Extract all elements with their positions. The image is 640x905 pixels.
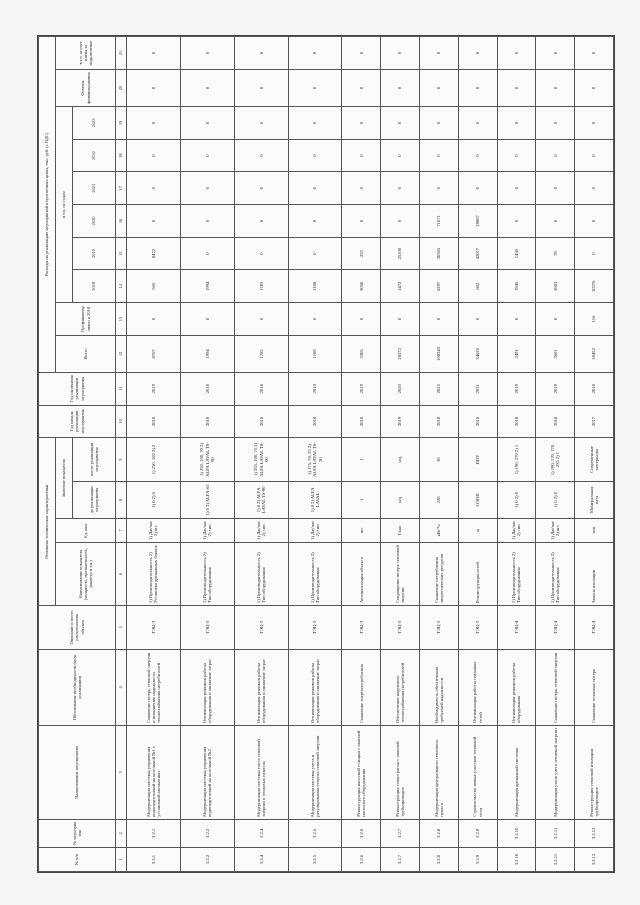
column-index: 9 <box>116 438 127 482</box>
column-index: 10 <box>116 405 127 438</box>
cell-param: Замена изоляции <box>575 542 614 605</box>
cell-m: 3.2.6 <box>342 819 381 847</box>
cell-year-value: 0 <box>342 172 381 205</box>
cell-year-value: 42077 <box>458 237 497 270</box>
cell-name: Строительство новых участков тепловой сети <box>458 725 497 819</box>
column-index: 4 <box>116 649 127 725</box>
cell-tar: 0 <box>575 37 614 70</box>
cell-need: Снижение тепловых потерь <box>575 649 614 725</box>
cell-year-value: 0 <box>381 139 420 172</box>
cell-place: ТЭЦ-3 <box>458 606 497 650</box>
cell-n: 3.2.6 <box>342 848 381 872</box>
cell-year-value: 0 <box>497 139 536 172</box>
cell-year-value: 0 <box>180 205 234 238</box>
cell-year-value: 1430 <box>497 237 536 270</box>
cell-year-value: 0 <box>419 172 458 205</box>
table-row <box>536 37 575 872</box>
cell-unit: 1) Дж/час 2) тип <box>288 518 342 542</box>
cell-end: 2020 <box>381 372 420 405</box>
cell-rem: 0 <box>497 69 536 106</box>
cell-total: 1108 <box>288 335 342 372</box>
col-year: 2022 <box>73 139 116 172</box>
cell-end: 2018 <box>575 372 614 405</box>
cell-m: 3.2.1 <box>127 819 181 847</box>
cell-total: 3305 <box>342 335 381 372</box>
cell-tar: 0 <box>127 37 181 70</box>
cell-year-value: 0 <box>234 139 288 172</box>
cell-before: 1) 0 2) ALFA-65 <box>180 481 234 518</box>
cell-param: 1) Производительность 2) Тип оборудования <box>288 542 342 605</box>
table-row <box>127 37 181 872</box>
cell-n: 3.2.8 <box>419 848 458 872</box>
cell-m: 3.2.5 <box>288 819 342 847</box>
cell-start: 2018 <box>288 405 342 438</box>
cell-unit: м <box>458 518 497 542</box>
cell-unit: кВт*ч <box>419 518 458 542</box>
cell-before: 1) 0 2) ALFA LAVAL <box>288 481 342 518</box>
cell-unit: 1) Дж/час 2) тип <box>497 518 536 542</box>
cell-place: ТЭЦ-3 <box>381 606 420 650</box>
cell-need: Оптимизация режимов работы оборудования <box>497 649 536 725</box>
column-index: 15 <box>116 237 127 270</box>
cell-after: 1) 190, 170, 170, 255 2) 1 <box>536 438 575 482</box>
table-row <box>234 37 288 872</box>
cell-before: 1) 0 2) 0 <box>536 481 575 518</box>
cell-need: Необходимость обеспечения требуемой надежности <box>419 649 458 725</box>
cell-year-value: 0 <box>575 205 614 238</box>
cell-start: 2018 <box>536 405 575 438</box>
cell-tar: 0 <box>288 37 342 70</box>
col-need: Обоснование необходимости (цель реализации) <box>39 649 116 725</box>
cell-place: ТЭЦ-3 <box>342 606 381 650</box>
cell-end: 2022 <box>419 372 458 405</box>
cell-fin: 0 <box>381 303 420 336</box>
column-index: 7 <box>116 518 127 542</box>
cell-end: 2019 <box>127 372 181 405</box>
cell-year-value: 0 <box>180 237 234 270</box>
table-row <box>288 37 342 872</box>
cell-m: 3.2.8 <box>419 819 458 847</box>
cell-start: 2018 <box>419 405 458 438</box>
table-row <box>419 37 458 872</box>
table-row <box>342 37 381 872</box>
cell-year-value: 1472 <box>381 270 420 303</box>
col-year: 2018 <box>73 270 116 303</box>
cell-place: ТЭЦ-4 <box>575 606 614 650</box>
cell-end: 2018 <box>234 372 288 405</box>
cell-year-value: 6297 <box>419 270 458 303</box>
cell-start: 2018 <box>234 405 288 438</box>
cell-year-value: 0 <box>536 172 575 205</box>
cell-year-value: 1108 <box>288 270 342 303</box>
col-remaining: Остаток финансирования <box>56 69 116 106</box>
column-index: 13 <box>116 303 127 336</box>
cell-year-value: 0 <box>575 107 614 140</box>
cell-place: ТЭЦ-3 <box>180 606 234 650</box>
cell-year-value: 0 <box>234 205 288 238</box>
cell-fin: 116 <box>575 303 614 336</box>
cell-year-value: 0 <box>234 172 288 205</box>
cell-year-value: 0 <box>342 107 381 140</box>
cell-unit: тип <box>575 518 614 542</box>
column-index: 16 <box>116 205 127 238</box>
cell-unit: шт <box>342 518 381 542</box>
cell-year-value: 0 <box>575 139 614 172</box>
cell-year-value: 8422 <box>127 237 181 270</box>
cell-unit: Гкал <box>381 518 420 542</box>
cell-m: 3.2.4 <box>234 819 288 847</box>
cell-end: 2019 <box>342 372 381 405</box>
col-year: 2021 <box>73 172 116 205</box>
cell-fin: 0 <box>342 303 381 336</box>
cell-n: 3.2.7 <box>381 848 420 872</box>
cell-year-value: 0 <box>180 139 234 172</box>
cell-year-value: 0 <box>288 205 342 238</box>
col-tariff: в т.ч. за счет платы за подключение <box>56 37 116 70</box>
cell-year-value: 0 <box>234 237 288 270</box>
cell-before: 228 <box>419 481 458 518</box>
column-index: 11 <box>116 372 127 405</box>
cell-place: ТЭЦ-3 <box>419 606 458 650</box>
cell-name: Модернизация узлов учета тепловой энергии <box>536 725 575 819</box>
cell-place: ТЭЦ-4 <box>536 606 575 650</box>
cell-rem: 0 <box>127 69 181 106</box>
cell-n: 3.2.4 <box>234 848 288 872</box>
cell-after: 1) 190, 270 2) 1 <box>497 438 536 482</box>
table-row <box>458 37 497 872</box>
cell-after: 1) 255, 100, 75 2) ALFA LAVAL TS-90 <box>234 438 288 482</box>
col-num: № п/п <box>39 848 116 872</box>
cell-year-value: 0 <box>458 139 497 172</box>
table-row <box>381 37 420 872</box>
cell-end: 2018 <box>180 372 234 405</box>
cell-rem: 0 <box>342 69 381 106</box>
column-index: 8 <box>116 481 127 518</box>
cell-start: 2018 <box>180 405 234 438</box>
cell-rem: 0 <box>288 69 342 106</box>
col-effect: Описание и место расположения объекта <box>39 606 116 650</box>
cell-name: Реконструкция насосной станции с заменой насосного оборудования <box>342 725 381 819</box>
cell-name: Модернизация системы управления водоподготовкой на котельной №2 <box>180 725 234 819</box>
cell-start: 2019 <box>381 405 420 438</box>
cell-year-value: 0 <box>234 107 288 140</box>
cell-rem: 0 <box>419 69 458 106</box>
cell-year-value: 0 <box>342 205 381 238</box>
cell-n: 3.2.9 <box>458 848 497 872</box>
cell-total: 10452 <box>575 335 614 372</box>
cell-before: 1 <box>342 481 381 518</box>
cell-after: 1) 250, 100, 70 2) ALFA LAVAL TS-90 <box>180 438 234 482</box>
cell-year-value: 1945 <box>497 270 536 303</box>
cell-param: 1) Производительность 2) Тип оборудования <box>234 542 288 605</box>
cell-before: 1) 0 2) ALFA LAVAL TS-90 <box>234 481 288 518</box>
cell-need: Оптимизация работы тепловых сетей <box>458 649 497 725</box>
cell-year-value: 0 <box>288 107 342 140</box>
cell-unit: 1) Дж/час 2) тип <box>234 518 288 542</box>
col-after: после реализации мероприятия <box>73 438 116 482</box>
cell-name: Модернизация системы учета тепловой энергии в тепловых пунктах <box>234 725 288 819</box>
cell-name: Реконструкция теплотрассы с заменой трубопроводов <box>381 725 420 819</box>
col-start: Год начала реализации мероприятия <box>39 405 116 438</box>
column-index-row <box>116 37 127 872</box>
cell-tar: 0 <box>419 37 458 70</box>
cell-year-value: 0 <box>575 172 614 205</box>
cell-year-value: 18887 <box>458 205 497 238</box>
cell-place: ТЭЦ-3 <box>234 606 288 650</box>
column-index: 17 <box>116 172 127 205</box>
column-index: 19 <box>116 107 127 140</box>
cell-year-value: 0 <box>288 172 342 205</box>
cell-m: 3.2.10 <box>497 819 536 847</box>
col-financed: Профинансировано к 2018 <box>56 303 116 336</box>
cell-unit: 1) Дж/час 2) шт. <box>127 518 181 542</box>
cell-year-value: 0 <box>288 237 342 270</box>
cell-year-value: 78 <box>536 237 575 270</box>
cell-start: 2018 <box>342 405 381 438</box>
column-index: 2 <box>116 819 127 847</box>
cell-after: н/д <box>381 438 420 482</box>
col-meas-num: № мероприя тия <box>39 819 116 847</box>
cell-m: 3.2.11 <box>536 819 575 847</box>
cell-rem: 0 <box>180 69 234 106</box>
cell-year-value: 0 <box>288 139 342 172</box>
cell-unit: 1) Дж/час 2) шт. <box>536 518 575 542</box>
cell-fin: 0 <box>458 303 497 336</box>
cell-year-value: 0 <box>180 172 234 205</box>
cell-n: 3.2.1 <box>127 848 181 872</box>
column-index: 21 <box>116 37 127 70</box>
cell-need: Снижение потерь тепловой энергии и повышение надежности теплоснабжения потребителей <box>127 649 181 725</box>
cell-year-value: 0 <box>575 237 614 270</box>
table-row <box>575 37 614 872</box>
cell-need: Оптимизация режимов работы оборудования и снижение затрат <box>234 649 288 725</box>
cell-end: 2019 <box>497 372 536 405</box>
col-end: Год окончания реализации мероприятия <box>39 372 116 405</box>
cell-n: 3.2.2 <box>180 848 234 872</box>
cell-year-value: 0 <box>536 139 575 172</box>
cell-total: 1994 <box>180 335 234 372</box>
column-index: 3 <box>116 725 127 819</box>
cell-year-value: 255 <box>342 237 381 270</box>
cell-tar: 0 <box>342 37 381 70</box>
cell-year-value: 0 <box>497 205 536 238</box>
column-index: 14 <box>116 270 127 303</box>
group-values: Значение показателя <box>56 438 73 519</box>
cell-after: 1) 250, 160 2) 2 <box>127 438 181 482</box>
cell-param: 1) Производительность 2) Тип оборудования <box>536 542 575 605</box>
column-index: 6 <box>116 542 127 605</box>
cell-end: 2021 <box>458 372 497 405</box>
cell-tar: 0 <box>536 37 575 70</box>
cell-year-value: 3603 <box>536 270 575 303</box>
cell-rem: 0 <box>458 69 497 106</box>
cell-n: 3.2.10 <box>497 848 536 872</box>
cell-name: Модернизация дренажной системы <box>497 725 536 819</box>
cell-before: Минеральная вата <box>575 481 614 518</box>
cell-start: 2018 <box>497 405 536 438</box>
cell-fin: 0 <box>180 303 234 336</box>
cell-year-value: 71071 <box>419 205 458 238</box>
cell-unit: 1) Дж/час 2) тип <box>180 518 234 542</box>
cell-name: Модернизация центрального теплового пункта <box>419 725 458 819</box>
cell-before: ОЭОП <box>458 481 497 518</box>
cell-end: 2018 <box>288 372 342 405</box>
cell-year-value: 565 <box>127 270 181 303</box>
cell-need: Обеспечение надежного теплоснабжения потребителей <box>381 649 420 725</box>
col-param: Наименование показателя (мощность, протяженность, диаметр и т.п.) <box>56 542 116 605</box>
cell-year-value: 0 <box>342 139 381 172</box>
cell-n: 3.2.11 <box>536 848 575 872</box>
cell-year-value: 0 <box>458 107 497 140</box>
cell-param: Реконструкция сетей <box>458 542 497 605</box>
document-page <box>37 35 615 873</box>
column-index: 20 <box>116 69 127 106</box>
cell-tar: 0 <box>180 37 234 70</box>
col-total: Всего <box>56 335 116 372</box>
cell-year-value: 0 <box>419 139 458 172</box>
cell-year-value: 0 <box>497 172 536 205</box>
investment-table <box>38 36 614 872</box>
cell-year-value: 0 <box>419 107 458 140</box>
cell-place: ТЭЦ-3 <box>288 606 342 650</box>
cell-year-value: 0 <box>381 205 420 238</box>
col-before: до реализации мероприятия <box>73 481 116 518</box>
group-by-years: в т.ч. по годам <box>56 107 73 303</box>
cell-m: 3.2.2 <box>180 819 234 847</box>
cell-tar: 0 <box>381 37 420 70</box>
cell-year-value: 0 <box>127 172 181 205</box>
col-year: 2023 <box>73 107 116 140</box>
cell-after: Современные материалы <box>575 438 614 482</box>
cell-fin: 0 <box>288 303 342 336</box>
cell-param: 1) Производительность 2) Тип оборудования <box>497 542 536 605</box>
col-name: Наименование мероприятия <box>39 725 116 819</box>
cell-end: 2019 <box>536 372 575 405</box>
cell-year-value: 0 <box>127 139 181 172</box>
cell-year-value: 0 <box>458 172 497 205</box>
cell-param: Сокращение потерь тепловой энергии <box>381 542 420 605</box>
cell-fin: 0 <box>127 303 181 336</box>
cell-need: Оптимизация режимов работы оборудования и снижение затрат <box>180 649 234 725</box>
cell-before: н/д <box>381 481 420 518</box>
cell-start: 2018 <box>458 405 497 438</box>
cell-year-value: 0 <box>127 205 181 238</box>
cell-total: 108243 <box>419 335 458 372</box>
cell-total: 8767 <box>127 335 181 372</box>
cell-start: 2017 <box>575 405 614 438</box>
column-index: 5 <box>116 606 127 650</box>
table-body <box>127 37 614 872</box>
cell-year-value: 0 <box>497 107 536 140</box>
cell-m: 3.2.7 <box>381 819 420 847</box>
cell-tar: 0 <box>497 37 536 70</box>
cell-m: 3.2.9 <box>458 819 497 847</box>
cell-name: Модернизация системы управления водоподготовкой на котельной №1 с установкой автоматики <box>127 725 181 819</box>
cell-name: Реконструкция тепловой изоляции трубопроводов <box>575 725 614 819</box>
column-index: 1 <box>116 848 127 872</box>
cell-place: ТЭЦ-3 <box>127 606 181 650</box>
cell-before: 1) 0 2) 0 <box>497 481 536 518</box>
cell-param: Автоматизация объекта <box>342 542 381 605</box>
col-year: 2020 <box>73 205 116 238</box>
cell-m: 3.2.12 <box>575 819 614 847</box>
cell-year-value: 0 <box>381 172 420 205</box>
cell-after: 30 <box>419 438 458 482</box>
cell-param: Снижение потребления энергетических ресурсов <box>419 542 458 605</box>
cell-year-value: 30565 <box>419 237 458 270</box>
cell-year-value: 682 <box>458 270 497 303</box>
cell-n: 3.2.12 <box>575 848 614 872</box>
cell-year-value: 10376 <box>575 270 614 303</box>
cell-total: 26572 <box>381 335 420 372</box>
cell-total: 1783 <box>234 335 288 372</box>
cell-after: 1) 175, 70, 25 2) ALFA LAVAL TS-20 <box>288 438 342 482</box>
cell-year-value: 0 <box>381 107 420 140</box>
cell-n: 3.2.5 <box>288 848 342 872</box>
rotated-table-sheet <box>38 36 614 872</box>
cell-fin: 0 <box>234 303 288 336</box>
table-row <box>497 37 536 872</box>
cell-total: 2491 <box>497 335 536 372</box>
col-unit: Ед. изм. <box>56 518 116 542</box>
cell-year-value: 0 <box>536 205 575 238</box>
cell-rem: 0 <box>536 69 575 106</box>
cell-rem: 0 <box>575 69 614 106</box>
column-index: 12 <box>116 335 127 372</box>
cell-start: 2018 <box>127 405 181 438</box>
cell-after: 1 <box>342 438 381 482</box>
cell-need: Снижение энергопотребления <box>342 649 381 725</box>
cell-place: ТЭЦ-4 <box>497 606 536 650</box>
col-year: 2019 <box>73 237 116 270</box>
cell-tar: 0 <box>234 37 288 70</box>
column-index: 18 <box>116 139 127 172</box>
table-row <box>180 37 234 872</box>
cell-fin: 0 <box>536 303 575 336</box>
cell-total: 34626 <box>458 335 497 372</box>
cell-year-value: 0 <box>127 107 181 140</box>
cell-after: ППУ <box>458 438 497 482</box>
cell-rem: 0 <box>234 69 288 106</box>
cell-year-value: 0 <box>180 107 234 140</box>
cell-name: Модернизация системы учета и регулирования отпуска тепловой энергии <box>288 725 342 819</box>
group-tech: Основные технические характеристики <box>39 438 56 606</box>
cell-fin: 0 <box>419 303 458 336</box>
cell-tar: 0 <box>458 37 497 70</box>
cell-year-value: 1994 <box>180 270 234 303</box>
cell-year-value: 25100 <box>381 237 420 270</box>
group-costs: Расходы на реализацию мероприятий в прогнозных ценах, тыс. руб. (с НДС) <box>39 37 56 373</box>
cell-need: Оптимизация режимов работы оборудования и снижение затрат <box>288 649 342 725</box>
cell-year-value: 0 <box>536 107 575 140</box>
cell-year-value: 3050 <box>342 270 381 303</box>
cell-before: 1) 0 2) 0 <box>127 481 181 518</box>
cell-param: 1) Производительность 2) Тип оборудования <box>180 542 234 605</box>
cell-rem: 0 <box>381 69 420 106</box>
cell-total: 3601 <box>536 335 575 372</box>
cell-fin: 0 <box>497 303 536 336</box>
cell-need: Снижение потерь тепловой энергии <box>536 649 575 725</box>
cell-year-value: 1783 <box>234 270 288 303</box>
cell-param: 1) Производительность 2) Установка дренажных блоков <box>127 542 181 605</box>
